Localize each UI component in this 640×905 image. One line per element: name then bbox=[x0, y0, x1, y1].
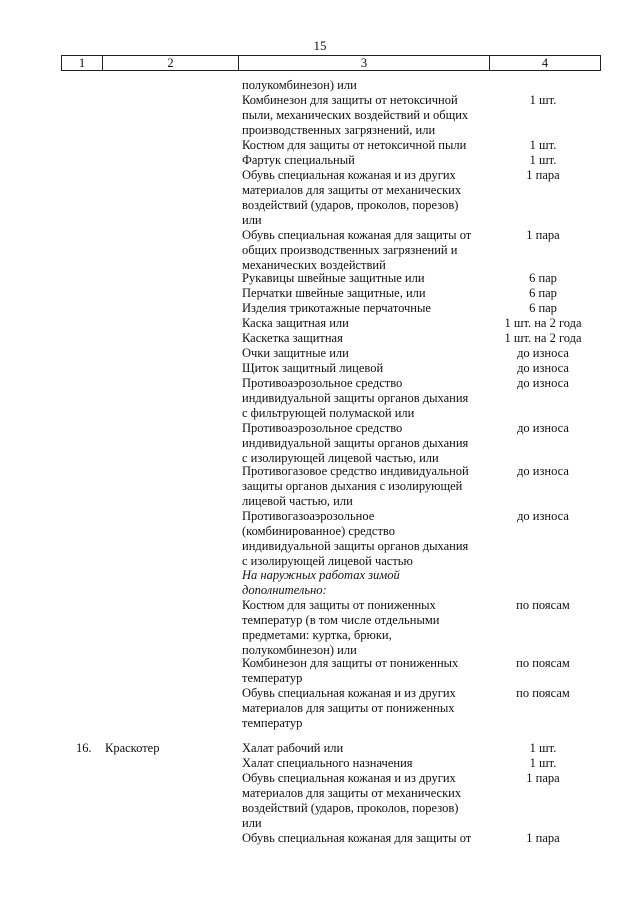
item-norm: 1 пара bbox=[526, 831, 560, 845]
item-name: Комбинезон для защиты от пониженных температур bbox=[242, 656, 459, 685]
column-header-row bbox=[61, 55, 601, 71]
entry-number-16: 16. bbox=[76, 741, 92, 755]
column-header-4: 4 bbox=[541, 56, 549, 70]
item-name: Обувь специальная кожаная для защиты от bbox=[242, 831, 472, 845]
item-norm: 6 пар bbox=[529, 301, 557, 315]
item-name: Халат рабочий или bbox=[242, 741, 344, 755]
item-name: Обувь специальная кожаная и из других материалов для защиты от пониженных температур bbox=[242, 686, 456, 730]
item-name: Противоаэрозольное средство индивидуальной защиты органов дыхания с фильтрующей полумаской или bbox=[242, 376, 469, 420]
profession-name-16: Краскотер bbox=[105, 741, 160, 755]
item-norm: до износа bbox=[517, 346, 569, 360]
item-norm: до износа bbox=[517, 464, 569, 478]
item-name: Костюм для защиты от пониженных температур (в том числе отдельными предметами: куртка, брюки, полукомбинезон) или bbox=[242, 598, 440, 657]
item-name: Рукавицы швейные защитные или bbox=[242, 271, 425, 285]
item-norm: по поясам bbox=[516, 686, 570, 700]
item-name: Халат специального назначения bbox=[242, 756, 413, 770]
item-name: На наружных работах зимой дополнительно: bbox=[242, 568, 400, 597]
item-norm: до износа bbox=[517, 509, 569, 523]
item-name: полукомбинезон) или bbox=[242, 78, 357, 92]
item-name: Обувь специальная кожаная для защиты от общих производственных загрязнений и механических воздействий bbox=[242, 228, 472, 272]
item-norm: до износа bbox=[517, 361, 569, 375]
item-norm: 1 пара bbox=[526, 771, 560, 785]
item-name: Противоаэрозольное средство индивидуальной защиты органов дыхания с изолирующей лицевой частью, или bbox=[242, 421, 469, 465]
column-header-2: 2 bbox=[103, 56, 239, 70]
item-name: Фартук специальный bbox=[242, 153, 355, 167]
item-norm: 1 шт. bbox=[529, 153, 557, 167]
item-norm: 1 шт. bbox=[529, 741, 557, 755]
item-norm: до износа bbox=[517, 421, 569, 435]
item-name: Комбинезон для защиты от нетоксичной пыли, механических воздействий и общих производственных загрязнений, или bbox=[242, 93, 469, 137]
item-norm: до износа bbox=[517, 376, 569, 390]
item-norm: 1 пара bbox=[526, 228, 560, 242]
item-norm: 1 шт. bbox=[529, 93, 557, 107]
item-name: Костюм для защиты от нетоксичной пыли bbox=[242, 138, 467, 152]
item-norm: по поясам bbox=[516, 598, 570, 612]
item-name: Противогазовое средство индивидуальной защиты органов дыхания с изолирующей лицевой частью, или bbox=[242, 464, 469, 508]
column-header-3: 3 bbox=[239, 56, 490, 70]
item-name: Противогазоаэрозольное (комбинированное) средство индивидуальной защиты органов дыхания с изолирующей лицевой частью bbox=[242, 509, 469, 568]
item-name: Перчатки швейные защитные, или bbox=[242, 286, 426, 300]
item-norm: по поясам bbox=[516, 656, 570, 670]
item-name: Обувь специальная кожаная и из других материалов для защиты от механических воздействий (ударов, проколов, порезов) или bbox=[242, 771, 462, 830]
item-name: Каска защитная или bbox=[242, 316, 349, 330]
item-name: Очки защитные или bbox=[242, 346, 349, 360]
item-norm: 1 шт. bbox=[529, 138, 557, 152]
item-norm: 1 пара bbox=[526, 168, 560, 182]
item-name: Щиток защитный лицевой bbox=[242, 361, 384, 375]
page-number: 15 bbox=[313, 38, 327, 53]
item-name: Изделия трикотажные перчаточные bbox=[242, 301, 431, 315]
item-name: Каскетка защитная bbox=[242, 331, 343, 345]
item-norm: 1 шт. на 2 года bbox=[504, 316, 582, 330]
item-name: Обувь специальная кожаная и из других материалов для защиты от механических воздействий (ударов, проколов, порезов) или bbox=[242, 168, 462, 227]
item-norm: 1 шт. на 2 года bbox=[504, 331, 582, 345]
column-header-1: 1 bbox=[62, 56, 103, 70]
item-norm: 6 пар bbox=[529, 271, 557, 285]
item-norm: 6 пар bbox=[529, 286, 557, 300]
item-norm: 1 шт. bbox=[529, 756, 557, 770]
